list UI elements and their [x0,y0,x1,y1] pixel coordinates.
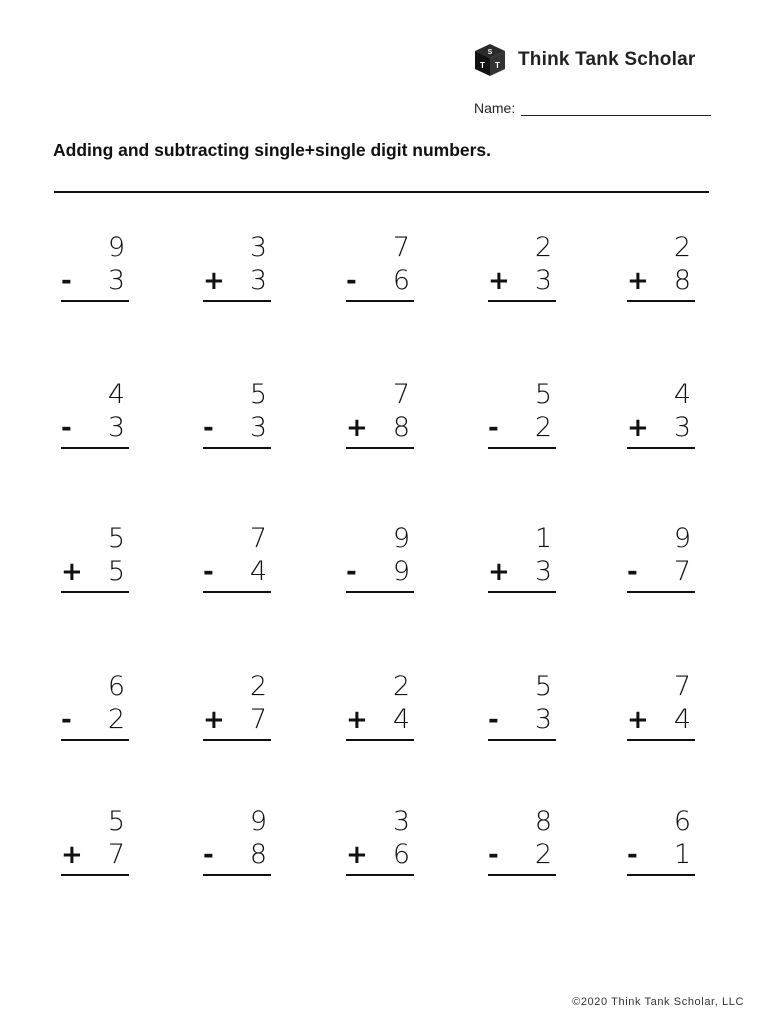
operator-sign: - [203,840,214,870]
answer-line[interactable] [61,739,129,741]
operator-sign: - [61,705,72,735]
top-number: 5 [534,379,552,410]
bottom-number: 8 [673,265,691,296]
operator-sign: - [346,266,357,296]
bottom-number: 5 [107,556,125,587]
answer-line[interactable] [627,300,695,302]
answer-line[interactable] [627,591,695,593]
bottom-number: 6 [392,839,410,870]
math-problem [203,233,271,303]
top-number: 3 [392,806,410,837]
math-problem [61,524,129,594]
math-problem [203,524,271,594]
answer-line[interactable] [488,591,556,593]
answer-line[interactable] [203,300,271,302]
operator-sign: + [488,266,510,296]
bottom-number: 7 [673,556,691,587]
operator-sign: + [488,557,510,587]
top-number: 3 [249,232,267,263]
math-problem [627,524,695,594]
name-field-line[interactable] [521,103,711,116]
operator-sign: + [346,413,368,443]
svg-text:S: S [487,49,493,56]
math-problem [488,380,556,450]
operator-sign: + [627,266,649,296]
answer-line[interactable] [346,591,414,593]
bottom-number: 3 [107,265,125,296]
answer-line[interactable] [61,447,129,449]
answer-line[interactable] [627,447,695,449]
bottom-number: 3 [249,412,267,443]
answer-line[interactable] [203,591,271,593]
bottom-number: 3 [107,412,125,443]
operator-sign: + [203,266,225,296]
bottom-number: 3 [249,265,267,296]
svg-text:T: T [480,61,485,70]
answer-line[interactable] [627,739,695,741]
top-number: 7 [392,232,410,263]
top-number: 7 [392,379,410,410]
answer-line[interactable] [203,739,271,741]
math-problem [346,807,414,877]
top-number: 5 [249,379,267,410]
math-problem [203,672,271,742]
operator-sign: - [488,840,499,870]
operator-sign: + [61,840,83,870]
answer-line[interactable] [61,874,129,876]
operator-sign: - [203,557,214,587]
operator-sign: + [61,557,83,587]
top-number: 2 [392,671,410,702]
answer-line[interactable] [346,874,414,876]
top-number: 4 [107,379,125,410]
answer-line[interactable] [61,591,129,593]
top-number: 2 [534,232,552,263]
top-number: 5 [534,671,552,702]
math-problem [346,672,414,742]
bottom-number: 4 [249,556,267,587]
bottom-number: 9 [392,556,410,587]
bottom-number: 7 [249,704,267,735]
top-number: 7 [673,671,691,702]
top-number: 8 [534,806,552,837]
name-label: Name: [474,100,516,116]
top-number: 1 [534,523,552,554]
math-problem [627,233,695,303]
top-number: 2 [249,671,267,702]
math-problem [61,672,129,742]
bottom-number: 8 [249,839,267,870]
svg-text:T: T [495,61,500,70]
operator-sign: - [346,557,357,587]
operator-sign: - [61,413,72,443]
top-number: 9 [673,523,691,554]
operator-sign: - [488,413,499,443]
operator-sign: + [627,413,649,443]
math-problem [627,380,695,450]
name-row [474,100,711,116]
answer-line[interactable] [346,739,414,741]
answer-line[interactable] [346,300,414,302]
bottom-number: 3 [534,556,552,587]
operator-sign: - [488,705,499,735]
cube-logo-icon [472,42,508,78]
top-number: 7 [249,523,267,554]
bottom-number: 2 [534,839,552,870]
answer-line[interactable] [488,874,556,876]
operator-sign: + [627,705,649,735]
bottom-number: 4 [392,704,410,735]
math-problem [203,807,271,877]
answer-line[interactable] [627,874,695,876]
math-problem [61,233,129,303]
bottom-number: 1 [673,839,691,870]
bottom-number: 2 [107,704,125,735]
top-number: 6 [107,671,125,702]
operator-sign: - [61,266,72,296]
math-problem [203,380,271,450]
math-problem [488,807,556,877]
answer-line[interactable] [203,874,271,876]
top-number: 5 [107,806,125,837]
math-problem [346,233,414,303]
top-number: 4 [673,379,691,410]
operator-sign: + [346,705,368,735]
copyright-footer: ©2020 Think Tank Scholar, LLC [572,996,744,1008]
math-problem [488,233,556,303]
top-number: 9 [392,523,410,554]
top-number: 9 [107,232,125,263]
bottom-number: 3 [673,412,691,443]
answer-line[interactable] [488,739,556,741]
answer-line[interactable] [488,300,556,302]
top-number: 2 [673,232,691,263]
bottom-number: 6 [392,265,410,296]
math-problem [488,524,556,594]
answer-line[interactable] [488,447,556,449]
bottom-number: 2 [534,412,552,443]
brand [472,42,695,78]
math-problem [346,524,414,594]
brand-name: Think Tank Scholar [518,49,696,70]
operator-sign: - [627,840,638,870]
worksheet-title: Adding and subtracting single+single digit numbers. [53,140,492,160]
answer-line[interactable] [346,447,414,449]
answer-line[interactable] [61,300,129,302]
math-problem [488,672,556,742]
math-problem [627,807,695,877]
top-number: 9 [249,806,267,837]
operator-sign: + [203,705,225,735]
top-number: 5 [107,523,125,554]
top-number: 6 [673,806,691,837]
bottom-number: 3 [534,704,552,735]
operator-sign: + [346,840,368,870]
bottom-number: 8 [392,412,410,443]
bottom-number: 4 [673,704,691,735]
math-problem [61,807,129,877]
math-problem [627,672,695,742]
operator-sign: - [203,413,214,443]
math-problem [346,380,414,450]
title-rule [54,191,709,193]
bottom-number: 3 [534,265,552,296]
bottom-number: 7 [107,839,125,870]
math-problem [61,380,129,450]
operator-sign: - [627,557,638,587]
answer-line[interactable] [203,447,271,449]
